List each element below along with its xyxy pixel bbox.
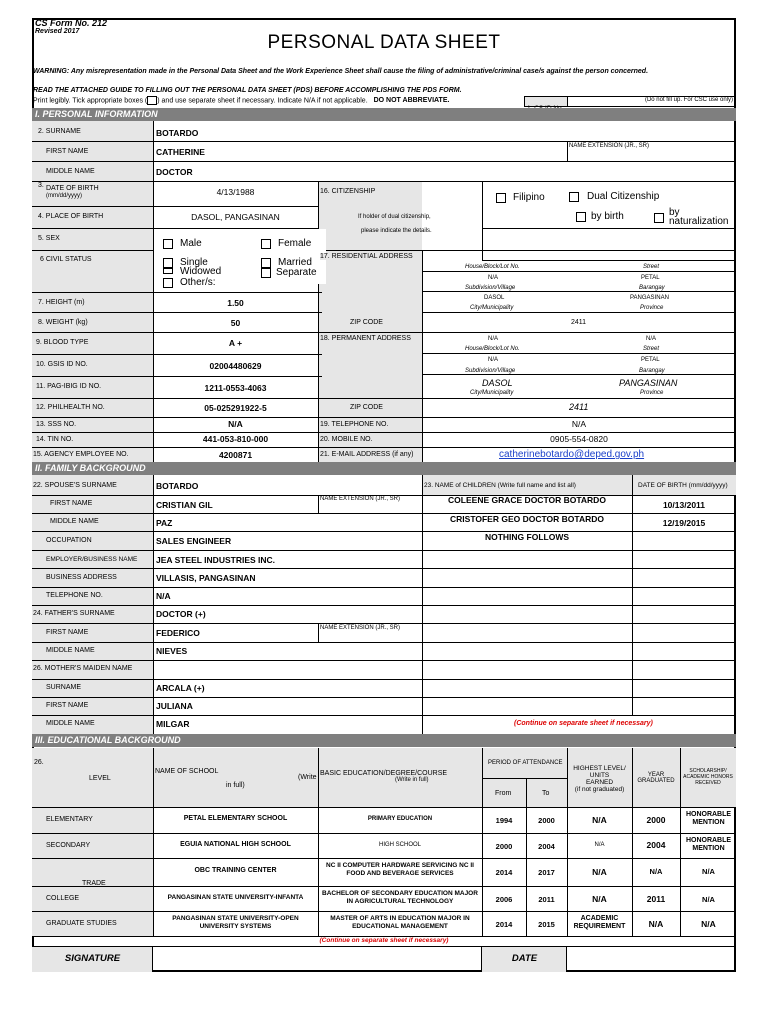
mother-first-value[interactable]: JULIANA xyxy=(156,701,193,711)
civil-status-label: 6 CIVIL STATUS xyxy=(40,256,92,263)
dob-label: DATE OF BIRTH xyxy=(46,185,99,192)
print-note-a: Print legibly. Tick appropriate boxes ( xyxy=(33,97,148,105)
separated-label: Separate xyxy=(276,267,317,278)
vline xyxy=(318,623,319,642)
dual-citizenship-country-field[interactable] xyxy=(482,228,736,261)
height-value[interactable]: 1.50 xyxy=(227,298,244,308)
female-label: Female xyxy=(278,238,312,249)
spouse-telephone-label: TELEPHONE NO. xyxy=(46,592,103,599)
mother-first-label: FIRST NAME xyxy=(46,702,89,709)
dob-num: 3. xyxy=(38,182,44,189)
weight-label: 8. WEIGHT (kg) xyxy=(38,319,88,326)
edu-units-secondary[interactable]: N/A xyxy=(594,842,605,848)
single-checkbox[interactable] xyxy=(163,258,173,268)
line xyxy=(32,623,736,624)
edu-from-elementary[interactable]: 1994 xyxy=(495,816,513,825)
edu-course-secondary[interactable]: HIGH SCHOOL xyxy=(378,842,421,848)
date-label: DATE xyxy=(511,953,538,964)
period-header: PERIOD OF ATTENDANCE xyxy=(488,760,563,766)
warning-text: WARNING: Any misrepresentation made in the Personal Data Sheet and the Work Experience Sheet shall cause the filing of administrative/criminal case/s against the person concerned. xyxy=(33,68,649,75)
edu-to-elementary[interactable]: 2000 xyxy=(538,816,555,825)
father-middle-label: MIDDLE NAME xyxy=(46,647,95,654)
mother-middle-value[interactable]: MILGAR xyxy=(156,719,190,729)
by-naturalization-label2: naturalization xyxy=(669,216,729,227)
filipino-checkbox[interactable] xyxy=(496,193,506,203)
line xyxy=(32,858,736,859)
level-header: LEVEL xyxy=(89,775,111,782)
edu-from-graduate[interactable]: 2014 xyxy=(495,920,513,929)
by-birth-checkbox[interactable] xyxy=(576,212,586,222)
line xyxy=(32,886,736,887)
vline xyxy=(153,475,154,734)
cs-id-label xyxy=(524,96,568,107)
perm-house-value[interactable]: N/A xyxy=(488,336,499,342)
tin-value[interactable]: 441-053-810-000 xyxy=(202,434,269,444)
edu-num: 26. xyxy=(34,759,44,766)
edu-honors-graduate[interactable]: N/A xyxy=(701,919,716,929)
res-street-label: Street xyxy=(643,264,660,270)
print-note-b: ) and use separate sheet if necessary. Indicate N/A if not applicable. xyxy=(157,97,368,105)
year-header: YEAR GRADUATED xyxy=(637,772,675,784)
edu-level-graduate: GRADUATE STUDIES xyxy=(46,920,117,927)
mother-middle-label: MIDDLE NAME xyxy=(46,720,95,727)
edu-to-graduate[interactable]: 2015 xyxy=(538,920,555,929)
line xyxy=(422,291,736,292)
edu-year-secondary[interactable]: 2004 xyxy=(646,840,666,850)
print-note xyxy=(33,96,449,105)
pagibig-value[interactable]: 1211-0553-4063 xyxy=(204,383,267,393)
edu-level-secondary: SECONDARY xyxy=(46,842,91,849)
perm-province-value[interactable]: PANGASINAN xyxy=(619,378,678,388)
widowed-label: Widowed xyxy=(180,266,222,277)
date-field[interactable] xyxy=(567,947,736,972)
child-dob-label: DATE OF BIRTH (mm/dd/yyyy) xyxy=(638,482,728,489)
married-label: Married xyxy=(278,257,312,268)
blood-type-value[interactable]: A + xyxy=(228,338,243,348)
father-first-label: FIRST NAME xyxy=(46,629,89,636)
perm-barangay-value[interactable]: PETAL xyxy=(641,357,660,363)
perm-house-label: House/Block/Lot No. xyxy=(465,346,520,352)
perm-zip-value[interactable]: 2411 xyxy=(569,402,589,412)
perm-city-value[interactable]: DASOL xyxy=(482,378,513,388)
line xyxy=(32,312,322,313)
line xyxy=(32,181,736,182)
res-city-label: City/Municipality xyxy=(470,305,514,311)
course-header: BASIC EDUCATION/DEGREE/COURSE xyxy=(320,770,448,777)
section-educational-background: III. EDUCATIONAL BACKGROUND xyxy=(32,734,736,747)
edu-school-college[interactable]: PANGASINAN STATE UNIVERSITY-INFANTA xyxy=(167,894,304,901)
form-number: CS Form No. 212 xyxy=(35,18,108,28)
line xyxy=(32,417,736,418)
from-header: From xyxy=(495,790,512,797)
edu-school-elementary[interactable]: PETAL ELEMENTARY SCHOOL xyxy=(183,815,288,822)
line xyxy=(32,398,736,399)
perm-brgy-label: Barangay xyxy=(639,368,665,374)
male-label: Male xyxy=(180,238,202,249)
tin-label: 14. TIN NO. xyxy=(36,436,74,443)
form-revised: Revised 2017 xyxy=(35,28,80,35)
edu-to-college[interactable]: 2011 xyxy=(538,895,555,904)
mother-surname-value[interactable]: ARCALA (+) xyxy=(156,683,205,693)
course-write: (Write in full) xyxy=(395,777,429,783)
edu-honors-elementary[interactable]: HONORABLE MENTION xyxy=(685,811,732,826)
child1-dob[interactable]: 10/13/2011 xyxy=(662,500,706,510)
edu-continue-note: (Continue on separate sheet if necessary) xyxy=(319,937,449,944)
read-guide-text: READ THE ATTACHED GUIDE TO FILLING OUT THE PERSONAL DATA SHEET (PDS) BEFORE ACCOMPLISHING THE PDS FORM. xyxy=(33,87,462,94)
line xyxy=(422,353,736,354)
page-title: PERSONAL DATA SHEET xyxy=(267,32,501,53)
first-name-label: FIRST NAME xyxy=(46,148,89,155)
citizenship-note1: If holder of dual citizenship, xyxy=(358,214,431,220)
line xyxy=(32,697,736,698)
edu-honors-trade[interactable]: N/A xyxy=(702,867,715,876)
widowed-checkbox[interactable] xyxy=(163,268,173,274)
separated-checkbox[interactable] xyxy=(261,268,271,278)
spouse-middle-value[interactable]: PAZ xyxy=(156,518,173,528)
line xyxy=(32,206,318,207)
edu-year-graduate[interactable]: N/A xyxy=(648,919,664,929)
spouse-first-label: FIRST NAME xyxy=(50,500,93,507)
dob-format: (mm/dd/yyyy) xyxy=(46,193,82,199)
school-infull: in full) xyxy=(226,782,245,789)
print-note-c: DO NOT ABBREVIATE. xyxy=(373,97,450,105)
edu-year-elementary[interactable]: 2000 xyxy=(646,815,666,825)
height-label: 7. HEIGHT (m) xyxy=(38,299,85,306)
vline xyxy=(526,778,527,936)
edu-level-elementary: ELEMENTARY xyxy=(46,816,93,823)
edu-level-bg xyxy=(32,807,153,936)
by-naturalization-label1: by xyxy=(669,207,680,218)
spouse-surname-value[interactable]: BOTARDO xyxy=(156,481,199,491)
weight-value[interactable]: 50 xyxy=(230,318,241,328)
philhealth-value[interactable]: 05-025291922-5 xyxy=(204,403,267,413)
blood-type-label: 9. BLOOD TYPE xyxy=(36,339,89,346)
citizenship-label: 16. CITIZENSHIP xyxy=(320,188,376,195)
spouse-ext-label: NAME EXTENSION (JR., SR) xyxy=(320,496,401,502)
section-personal-information: I. PERSONAL INFORMATION xyxy=(32,108,736,121)
vline xyxy=(632,475,633,715)
res-house-label: House/Block/Lot No. xyxy=(465,264,520,270)
surname-label: 2. SURNAME xyxy=(38,128,81,135)
line xyxy=(32,715,736,716)
child2-name[interactable]: CRISTOFER GEO DOCTOR BOTARDO xyxy=(450,514,604,524)
vline xyxy=(318,495,319,513)
pob-label: 4. PLACE OF BIRTH xyxy=(38,213,104,220)
spouse-first-value[interactable]: CRISTIAN GIL xyxy=(156,500,213,510)
employer-label: EMPLOYER/BUSINESS NAME xyxy=(46,556,138,563)
sss-value[interactable]: N/A xyxy=(228,419,243,429)
mother-surname-label: SURNAME xyxy=(46,684,82,691)
female-checkbox[interactable] xyxy=(261,239,271,249)
child1-name[interactable]: COLEENE GRACE DOCTOR BOTARDO xyxy=(448,495,606,505)
cs-id-field[interactable]: (Do not fill up. For CSC use only) xyxy=(567,96,736,107)
family-continue-note: (Continue on separate sheet if necessary) xyxy=(514,720,653,727)
father-middle-value[interactable]: NIEVES xyxy=(156,646,188,656)
edu-units-elementary[interactable]: N/A xyxy=(592,815,607,825)
edu-level-trade: TRADE xyxy=(82,880,106,887)
line xyxy=(32,833,736,834)
line xyxy=(422,312,736,313)
edu-course-college[interactable]: BACHELOR OF SECONDARY EDUCATION MAJOR IN AGRICULTURAL TECHNOLOGY xyxy=(322,890,478,905)
vline xyxy=(422,250,423,462)
mother-maiden-label: 26. MOTHER'S MAIDEN NAME xyxy=(33,665,133,672)
perm-subd-value[interactable]: N/A xyxy=(488,357,499,363)
line xyxy=(482,778,568,779)
employer-value[interactable]: JEA STEEL INDUSTRIES INC. xyxy=(156,555,276,565)
sss-label: 13. SSS NO. xyxy=(36,421,77,428)
line xyxy=(32,354,322,355)
dob-value[interactable]: 4/13/1988 xyxy=(216,187,255,197)
citizenship-note2: please indicate the details. xyxy=(361,228,432,234)
line xyxy=(422,271,736,272)
edu-units-trade[interactable]: N/A xyxy=(592,867,607,877)
edu-course-trade[interactable]: NC II COMPUTER HARDWARE SERVICING NC II FOOD AND BEVERAGE SERVICES xyxy=(326,862,474,877)
highest-header: HIGHEST LEVEL/ UNITS xyxy=(573,765,626,779)
school-header: NAME OF SCHOOL xyxy=(155,768,219,775)
res-zip-label: ZIP CODE xyxy=(350,319,383,326)
line xyxy=(32,911,736,912)
signature-field[interactable] xyxy=(153,947,482,972)
edu-course-graduate[interactable]: MASTER OF ARTS IN EDUCATION MAJOR IN EDUCATIONAL MANAGEMENT xyxy=(330,915,470,930)
others-label: Other/s: xyxy=(180,277,216,288)
line xyxy=(32,660,736,661)
middle-name-value[interactable]: DOCTOR xyxy=(156,167,193,177)
res-barangay-value[interactable]: PETAL xyxy=(641,275,660,281)
line xyxy=(32,332,736,333)
edu-units-graduate[interactable]: ACADEMIC REQUIREMENT xyxy=(573,915,626,930)
nothing-follows: NOTHING FOLLOWS xyxy=(484,532,570,542)
gsis-label: 10. GSIS ID NO. xyxy=(36,361,88,368)
name-ext-label: NAME EXTENSION (JR., SR) xyxy=(569,143,650,149)
res-zip-value[interactable]: 2411 xyxy=(571,319,587,326)
others-checkbox[interactable] xyxy=(163,278,173,288)
res-house-value[interactable]: N/A xyxy=(488,275,499,281)
spouse-telephone-value[interactable]: N/A xyxy=(156,591,171,601)
father-surname-label: 24. FATHER'S SURNAME xyxy=(33,610,115,617)
perm-street-value[interactable]: N/A xyxy=(646,336,657,342)
line xyxy=(32,141,736,142)
res-city-value[interactable]: DASOL xyxy=(484,295,505,301)
married-checkbox[interactable] xyxy=(261,258,271,268)
children-label: 23. NAME of CHILDREN (Write full name and list all) xyxy=(424,482,576,489)
edu-year-college[interactable]: 2011 xyxy=(646,894,666,904)
edu-from-college[interactable]: 2006 xyxy=(495,895,513,904)
line xyxy=(32,432,736,433)
res-subd-label: Subdivision/Village xyxy=(465,285,516,291)
occupation-label: OCCUPATION xyxy=(46,537,92,544)
to-header: To xyxy=(542,790,550,797)
perm-street-label: Street xyxy=(643,346,660,352)
school-write: (Write xyxy=(298,774,317,781)
father-first-value[interactable]: FEDERICO xyxy=(156,628,200,638)
vline xyxy=(318,181,319,462)
pagibig-label: 11. PAG-IBIG ID NO. xyxy=(36,383,102,390)
edu-school-secondary[interactable]: EGUIA NATIONAL HIGH SCHOOL xyxy=(180,841,291,848)
honors-header: SCHOLARSHIP/ ACADEMIC HONORS RECEIVED xyxy=(683,768,733,786)
edu-from-secondary[interactable]: 2000 xyxy=(495,842,513,851)
filipino-label: Filipino xyxy=(513,192,545,203)
first-name-value[interactable]: CATHERINE xyxy=(156,147,205,157)
edu-level-college: COLLEGE xyxy=(46,895,80,902)
line xyxy=(32,568,736,569)
mobile-value[interactable]: 0905-554-0820 xyxy=(550,434,608,444)
line xyxy=(422,374,736,375)
line xyxy=(32,605,736,606)
perm-zip-label: ZIP CODE xyxy=(350,404,383,411)
agency-employee-label: 15. AGENCY EMPLOYEE NO. xyxy=(33,451,129,458)
mobile-label: 20. MOBILE NO. xyxy=(320,436,373,443)
edu-honors-college[interactable]: N/A xyxy=(702,895,715,904)
pob-value[interactable]: DASOL, PANGASINAN xyxy=(191,212,280,222)
line xyxy=(32,587,736,588)
child2-dob[interactable]: 12/19/2015 xyxy=(662,518,706,528)
line xyxy=(32,642,736,643)
line xyxy=(32,807,736,808)
email-label: 21. E-MAIL ADDRESS (if any) xyxy=(320,451,414,458)
surname-value[interactable]: BOTARDO xyxy=(156,128,199,138)
father-surname-value[interactable]: DOCTOR (+) xyxy=(156,609,206,619)
edu-units-college[interactable]: N/A xyxy=(592,894,607,904)
line xyxy=(32,292,322,293)
section-family-background: II. FAMILY BACKGROUND xyxy=(32,462,736,475)
perm-province-label: Province xyxy=(640,390,664,396)
dual-citizenship-label: Dual Citizenship xyxy=(587,191,660,202)
agency-employee-value[interactable]: 4200871 xyxy=(218,450,253,460)
spouse-middle-label: MIDDLE NAME xyxy=(50,518,99,525)
highest-earned: EARNED xyxy=(585,779,614,786)
edu-school-graduate[interactable]: PANGASINAN STATE UNIVERSITY-OPEN UNIVERSITY SYSTEMS xyxy=(172,915,299,930)
edu-course-elementary[interactable]: PRIMARY EDUCATION xyxy=(367,816,433,822)
telephone-label: 19. TELEPHONE NO. xyxy=(320,421,389,428)
by-birth-label: by birth xyxy=(591,211,624,222)
male-checkbox[interactable] xyxy=(163,239,173,249)
res-province-label: Province xyxy=(640,305,664,311)
res-brgy-label: Barangay xyxy=(639,285,665,291)
residential-address-label: 17. RESIDENTIAL ADDRESS xyxy=(320,253,413,260)
permanent-address-label: 18. PERMANENT ADDRESS xyxy=(320,335,411,342)
by-naturalization-checkbox[interactable] xyxy=(654,213,664,223)
telephone-value[interactable]: N/A xyxy=(571,419,587,429)
gsis-value[interactable]: 02004480629 xyxy=(209,361,262,371)
spouse-surname-label: 22. SPOUSE'S SURNAME xyxy=(33,482,117,489)
line xyxy=(32,550,736,551)
line xyxy=(32,447,736,448)
middle-name-label: MIDDLE NAME xyxy=(46,168,95,175)
edu-year-trade[interactable]: N/A xyxy=(649,867,663,876)
business-address-value[interactable]: VILLASIS, PANGASINAN xyxy=(156,573,256,583)
edu-to-trade[interactable]: 2017 xyxy=(538,868,555,877)
line xyxy=(32,161,736,162)
philhealth-label: 12. PHILHEALTH NO. xyxy=(36,404,105,411)
sex-label: 5. SEX xyxy=(38,235,60,242)
perm-city-label: City/Municipality xyxy=(470,390,514,396)
email-value[interactable]: catherinebotardo@deped.gov.ph xyxy=(499,449,645,460)
line xyxy=(32,679,736,680)
edu-to-secondary[interactable]: 2004 xyxy=(538,842,555,851)
occupation-value[interactable]: SALES ENGINEER xyxy=(156,536,232,546)
highest-note: (if not graduated) xyxy=(574,786,625,793)
edu-honors-secondary[interactable]: HONORABLE MENTION xyxy=(685,837,732,852)
signature-label: SIGNATURE xyxy=(64,953,121,964)
vline xyxy=(567,141,568,161)
father-ext-label: NAME EXTENSION (JR., SR) xyxy=(320,625,401,631)
single-label: Single xyxy=(180,257,208,268)
dual-citizenship-checkbox[interactable] xyxy=(569,192,579,202)
perm-subd-label: Subdivision/Village xyxy=(465,368,516,374)
line xyxy=(32,376,322,377)
tick-box-sample xyxy=(147,96,157,105)
res-province-value[interactable]: PANGASINAN xyxy=(630,295,669,301)
edu-school-trade[interactable]: OBC TRAINING CENTER xyxy=(194,867,277,874)
edu-from-trade[interactable]: 2014 xyxy=(495,868,513,877)
business-address-label: BUSINESS ADDRESS xyxy=(46,574,117,581)
